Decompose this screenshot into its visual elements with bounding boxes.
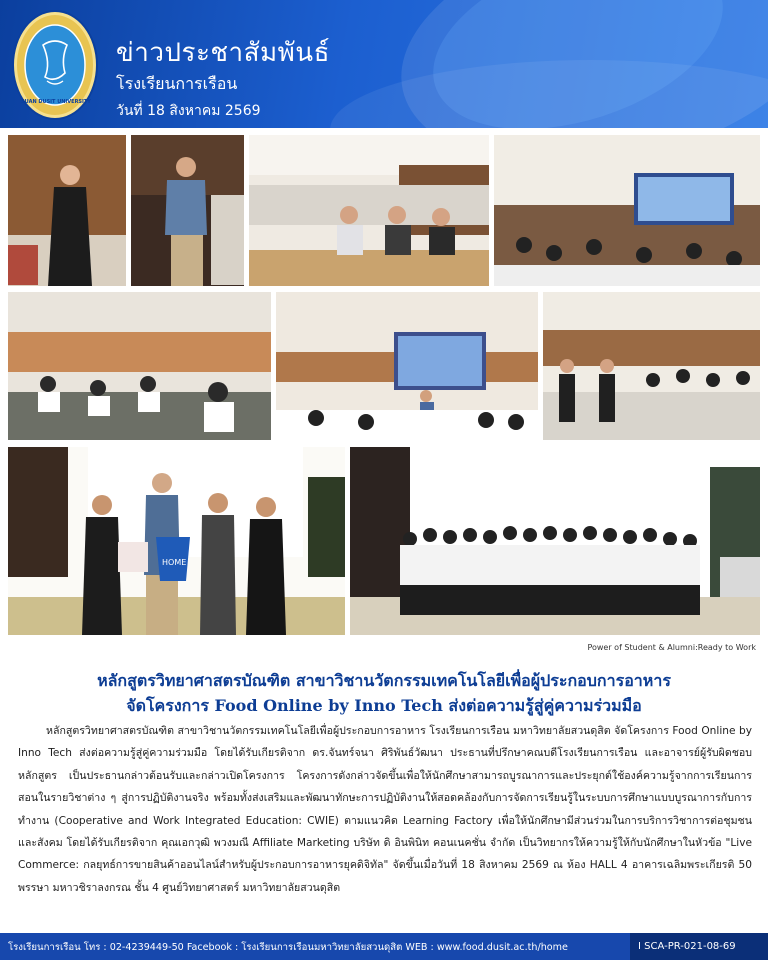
photo-speaker-man bbox=[131, 135, 244, 286]
header-banner bbox=[0, 0, 768, 128]
page-title: ข่าวประชาสัมพันธ์ bbox=[116, 38, 330, 68]
page-subtitle: โรงเรียนการเรือน bbox=[116, 74, 238, 93]
photo-lecture-room bbox=[494, 135, 760, 286]
document-code: I SCA-PR-021-08-69 bbox=[630, 933, 768, 960]
bag-label: HOME bbox=[162, 558, 187, 567]
article-body: หลักสูตรวิทยาศาสตรบัณฑิต สาขาวิชานวัตกรรมเทคโนโลยีเพื่อผู้ประกอบการอาหาร โรงเรียนการเรือน มหาวิทยาลัยสวนดุสิต จัดโครงการ Food Online by Inno Tech ส่งต่อความรู้สู่คู่ความร่วมมือ โดยได้รับเกียรติจาก ดร.จันทร์จนา ศิริพันธ์วัฒนา ประธานที่ปรึกษาคณบดีโรงเรียนการเรือน และอาจารย์ผู้รับผิดชอบหลักสูตร เป็นประธานกล่าวต้อนรับและกล่าวเปิดโครงการ โครงการดังกล่าวจัดขึ้นเพื่อให้นักศึกษาสามารถบูรณาการและประยุกต์ใช้องค์ความรู้จากการเรียนการสอนในรายวิชาต่าง ๆ สู่การปฏิบัติงานจริง พร้อมทั้งส่งเสริมและพัฒนาทักษะการปฏิบัติงานให้สอดคล้องกับการจัดการเรียนรู้ในระบบการศึกษาแบบบูรณาการกับการทำงาน (Cooperative and Work Integrated Education: CWIE) ตามแนวคิด Learning Factory เพื่อให้นักศึกษามีส่วนร่วมในการบริการวิชาการต่อชุมชนและสังคม โดยได้รับเกียรติจาก คุณเอกวุฒิ พวงมณี Affiliate Marketing บริษัท ดิ อินพินิท คอนเนคชั่น จำกัด เป็นวิทยากรให้ความรู้ให้กับนักศึกษาในหัวข้อ "Live Commerce: กลยุทธ์การขายสินค้าออนไลน์สำหรับผู้ประกอบการอาหารยุคดิจิทัล" จัดขึ้นเมื่อวันที่ 18 สิงหาคม 2569 ณ ห้อง HALL 4 อาคารเฉลิมพระเกียรติ 50 พรรษา มหาวชิราลงกรณ ชั้น 4 ศูนย์วิทยาศาสตร์ มหาวิทยาลัยสวนดุสิต bbox=[18, 725, 752, 894]
article-headline-line1: หลักสูตรวิทยาศาสตรบัณฑิต สาขาวิชานวัตกรรมเทคโนโลยีเพื่อผู้ประกอบการอาหาร bbox=[97, 671, 671, 690]
footer-bar bbox=[0, 933, 768, 960]
footer-contact: โรงเรียนการเรือน โทร : 02-4239449-50 Facebook : โรงเรียนการเรือนมหาวิทยาลัยสวนดุสิต WEB : www.food.dusit.ac.th/home bbox=[8, 942, 568, 953]
photo-students-tables bbox=[8, 292, 271, 440]
photo-gift-presentation bbox=[8, 447, 345, 635]
photo-speaker-woman bbox=[8, 135, 126, 286]
photo-students-audience bbox=[543, 292, 760, 440]
photo-seated-guests bbox=[249, 135, 489, 286]
photo-group-students bbox=[350, 447, 760, 635]
publish-date: วันที่ 18 สิงหาคม 2569 bbox=[116, 103, 261, 119]
article-headline-line2: จัดโครงการ Food Online by Inno Tech ส่งต่อความรู้สู่คู่ความร่วมมือ bbox=[126, 696, 642, 715]
logo-text: SUAN DUSIT UNIVERSITY bbox=[21, 99, 91, 105]
photo-credit: Power of Student & Alumni:Ready to Work bbox=[587, 643, 756, 652]
header-decoration bbox=[330, 60, 768, 128]
university-logo bbox=[14, 12, 96, 118]
photo-presentation-screen bbox=[276, 292, 538, 440]
